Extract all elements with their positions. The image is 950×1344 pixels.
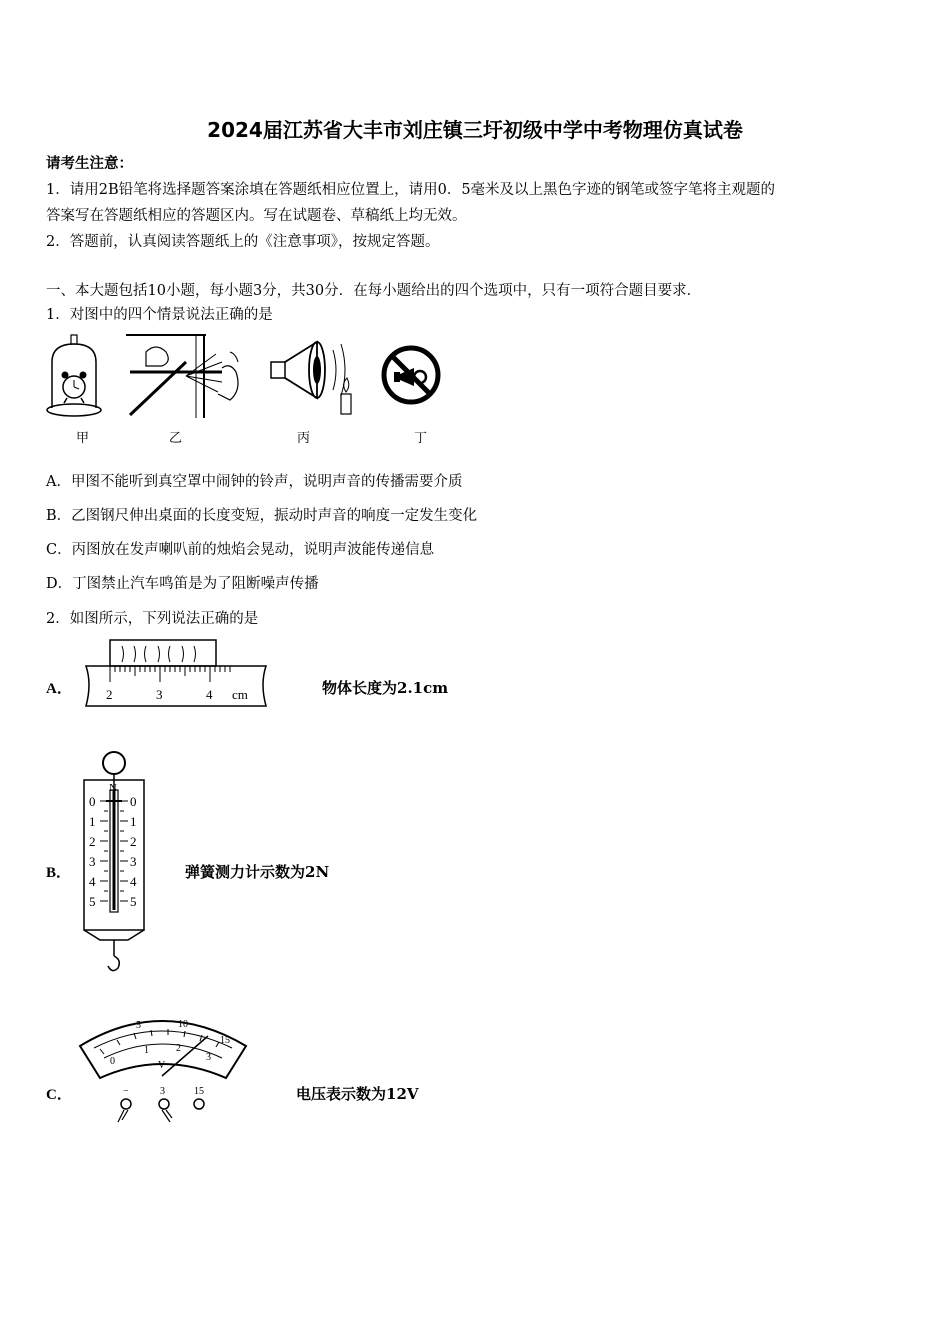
page-title: 2024届江苏省大丰市刘庄镇三圩初级中学中考物理仿真试卷 [207,118,743,142]
q2-option-b-text: 弹簧测力计示数为2N [185,863,330,881]
q2-option-a-text: 物体长度为2.1cm [322,679,449,697]
notice-line-3: 2．答题前，认真阅读答题纸上的《注意事项》，按规定答题。 [46,234,440,250]
terminal-3-label: 3 [160,1086,165,1097]
caption-ding: 丁 [414,431,428,446]
ruler-unit-label: cm [232,687,248,702]
notice-line-1: 1．请用2B铅笔将选择题答案涂填在答题纸相应位置上，请用0．5毫米及以上黑色字迹的钢笔或签字笔将主观题的 [46,182,776,198]
scale-right-1: 1 [130,814,137,829]
voltmeter-outer-15: 15 [220,1035,230,1046]
q2-stem: 2．如图所示，下列说法正确的是 [46,611,259,627]
q2-option-c-label: C． [46,1087,72,1103]
q1-option-d: D．丁图禁止汽车鸣笛是为了阻断噪声传播 [46,576,319,592]
scale-right-0: 0 [130,794,137,809]
scale-left-0: 0 [89,794,96,809]
voltmeter-unit-v: V [158,1060,166,1071]
q1-option-b: B．乙图钢尺伸出桌面的长度变短，振动时声音的响度一定发生变化 [46,508,478,524]
caption-bing: 丙 [297,431,311,446]
ruler-label-3: 3 [156,687,163,702]
terminal-negative-label: − [123,1086,129,1097]
caption-jia: 甲 [76,431,90,446]
q1-option-a: A．甲图不能听到真空罩中闹钟的铃声，说明声音的传播需要介质 [46,474,463,490]
ruler-label-4: 4 [206,687,213,702]
voltmeter-outer-10: 10 [178,1019,188,1030]
scale-left-1: 1 [89,814,96,829]
scale-right-2: 2 [130,834,137,849]
notice-line-2: 答案写在答题纸相应的答题区内。写在试题卷、草稿纸上均无效。 [46,208,467,224]
voltmeter-inner-3: 3 [206,1052,211,1063]
voltmeter-figure [76,1006,252,1126]
q2-option-a-label: A． [46,681,72,697]
spring-scale-figure [80,750,150,976]
ruler-figure [80,638,272,710]
voltmeter-inner-1: 1 [144,1045,149,1056]
scale-left-2: 2 [89,834,96,849]
q2-option-b-label: B． [46,865,72,881]
scale-right-5: 5 [130,894,137,909]
speaker-candle-figure [267,334,359,418]
voltmeter-inner-0: 0 [110,1056,115,1067]
caption-yi: 乙 [169,431,183,446]
q1-option-c: C．丙图放在发声喇叭前的烛焰会晃动，说明声波能传递信息 [46,542,435,558]
voltmeter-outer-5: 5 [136,1020,141,1031]
ruler-label-2: 2 [106,687,113,702]
terminal-15-label: 15 [194,1086,204,1097]
scale-right-4: 4 [130,874,137,889]
voltmeter-inner-2: 2 [176,1043,181,1054]
scale-left-4: 4 [89,874,96,889]
section-heading: 一、本大题包括10小题，每小题3分，共30分．在每小题给出的四个选项中，只有一项符合题目要求． [46,283,702,299]
bell-jar-figure [44,332,104,417]
scale-left-3: 3 [89,854,96,869]
scale-left-5: 5 [89,894,96,909]
ruler-on-desk-figure [126,332,244,418]
notice-heading: 请考生注意： [46,155,133,172]
scale-right-3: 3 [130,854,137,869]
q2-option-c-text: 电压表示数为12V [296,1085,419,1103]
q1-stem: 1．对图中的四个情景说法正确的是 [46,307,273,323]
scale-unit-n: N [109,782,117,794]
no-horn-sign-figure [380,334,442,416]
